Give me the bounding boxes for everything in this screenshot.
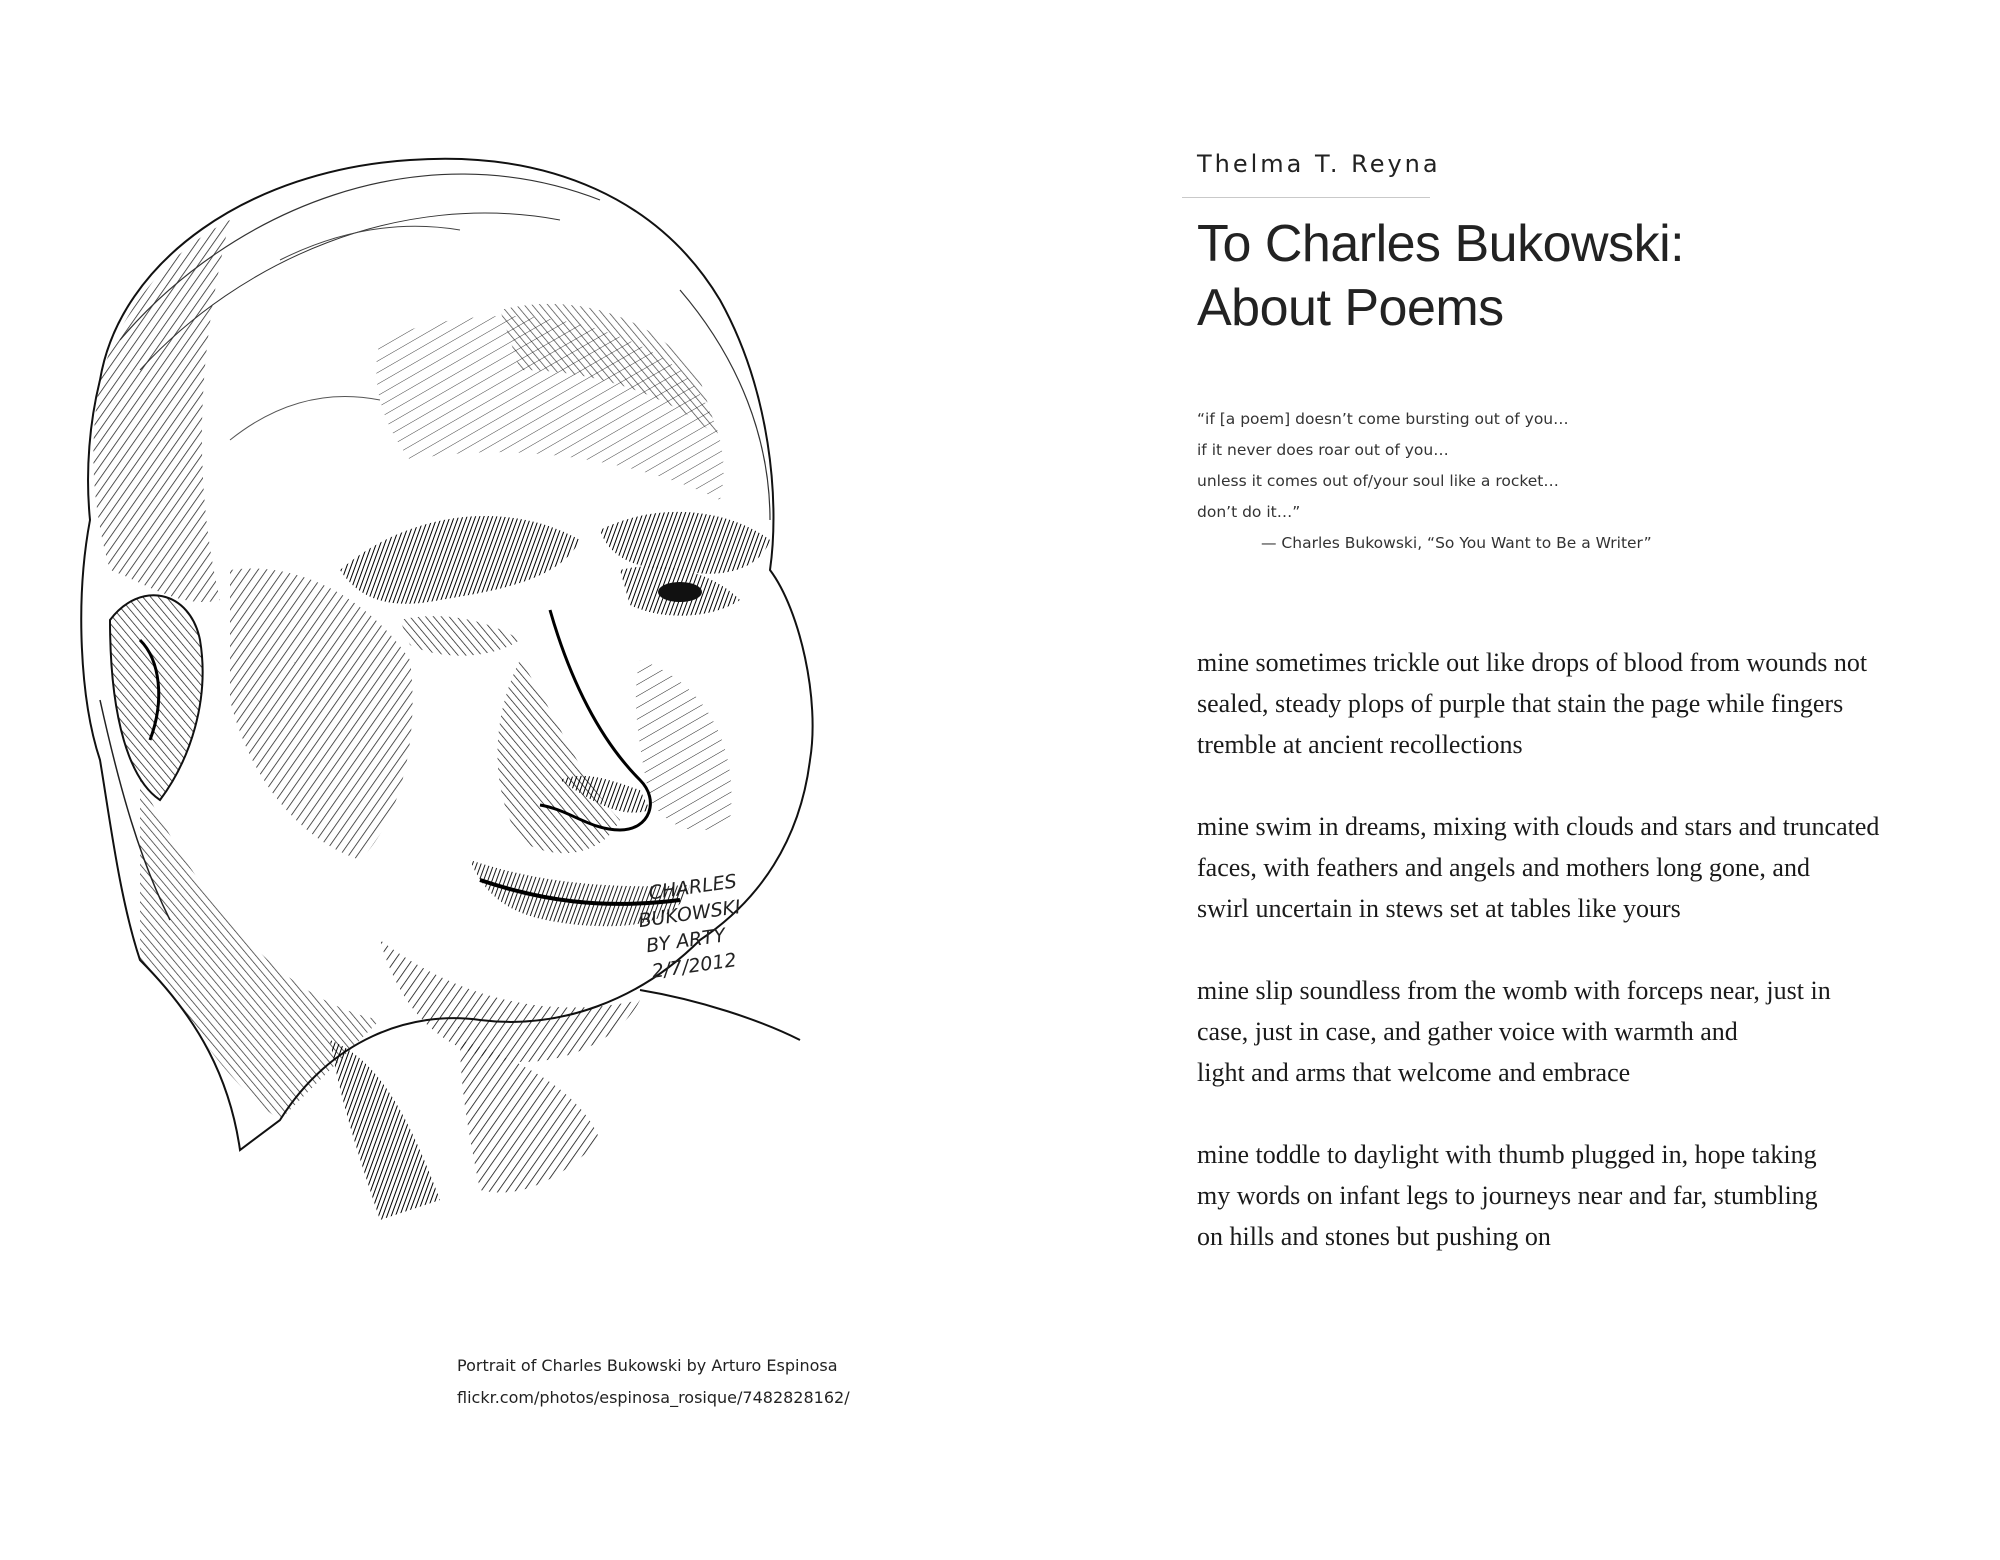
stanza-2: [1197, 806, 1987, 929]
signature-line-1: CHARLES: [647, 870, 739, 905]
caption-credit: Portrait of Charles Bukowski by Arturo Espinosa: [457, 1356, 838, 1375]
caption-source-link: flickr.com/photos/espinosa_rosique/7482828162/: [457, 1388, 850, 1407]
epigraph-line: don’t do it…”: [1197, 503, 1301, 521]
epigraph-line: “if [a poem] doesn’t come bursting out of you…: [1197, 410, 1569, 428]
poem-title: [1197, 212, 1957, 340]
poem-line: mine toddle to daylight with thumb plugged in, hope taking: [1197, 1140, 1817, 1169]
poem-line: my words on infant legs to journeys near and far, stumbling: [1197, 1181, 1818, 1210]
signature-line-2: BUKOWSKI: [637, 896, 742, 933]
signature-line-3: BY ARTY: [644, 924, 727, 958]
right-page: [1000, 0, 2000, 1560]
poem-line: light and arms that welcome and embrace: [1197, 1058, 1631, 1087]
poem-line: tremble at ancient recollections: [1197, 730, 1523, 759]
poem-line: swirl uncertain in stews set at tables like yours: [1197, 894, 1681, 923]
poem-body: [1197, 642, 1987, 1298]
poem-line: mine swim in dreams, mixing with clouds and stars and truncated: [1197, 812, 1880, 841]
poem-line: mine slip soundless from the womb with forceps near, just in: [1197, 976, 1831, 1005]
author-name: Thelma T. Reyna: [1197, 150, 1441, 178]
author-rule-divider: [1182, 197, 1430, 198]
portrait-sketch: [80, 140, 960, 1290]
portrait-caption: [457, 1350, 977, 1414]
epigraph-line: if it never does roar out of you…: [1197, 441, 1449, 459]
signature-line-4: 2/7/2012: [650, 949, 738, 983]
poem-title-line-2: About Poems: [1197, 279, 1504, 337]
poem-line: case, just in case, and gather voice with warmth and: [1197, 1017, 1738, 1046]
epigraph-attribution: — Charles Bukowski, “So You Want to Be a Writer”: [1261, 534, 1652, 552]
stanza-1: [1197, 642, 1987, 765]
poem-title-line-1: To Charles Bukowski:: [1197, 215, 1685, 273]
poem-line: sealed, steady plops of purple that stain the page while fingers: [1197, 689, 1844, 718]
epigraph-line: unless it comes out of/your soul like a rocket…: [1197, 472, 1559, 490]
epigraph: [1197, 404, 1837, 559]
poem-line: on hills and stones but pushing on: [1197, 1222, 1551, 1251]
stanza-3: [1197, 970, 1987, 1093]
poem-line: faces, with feathers and angels and mothers long gone, and: [1197, 853, 1810, 882]
stanza-4: [1197, 1134, 1987, 1257]
portrait-sketch-drawing: [80, 140, 960, 1290]
artist-signature: [633, 868, 749, 985]
poem-line: mine sometimes trickle out like drops of blood from wounds not: [1197, 648, 1868, 677]
